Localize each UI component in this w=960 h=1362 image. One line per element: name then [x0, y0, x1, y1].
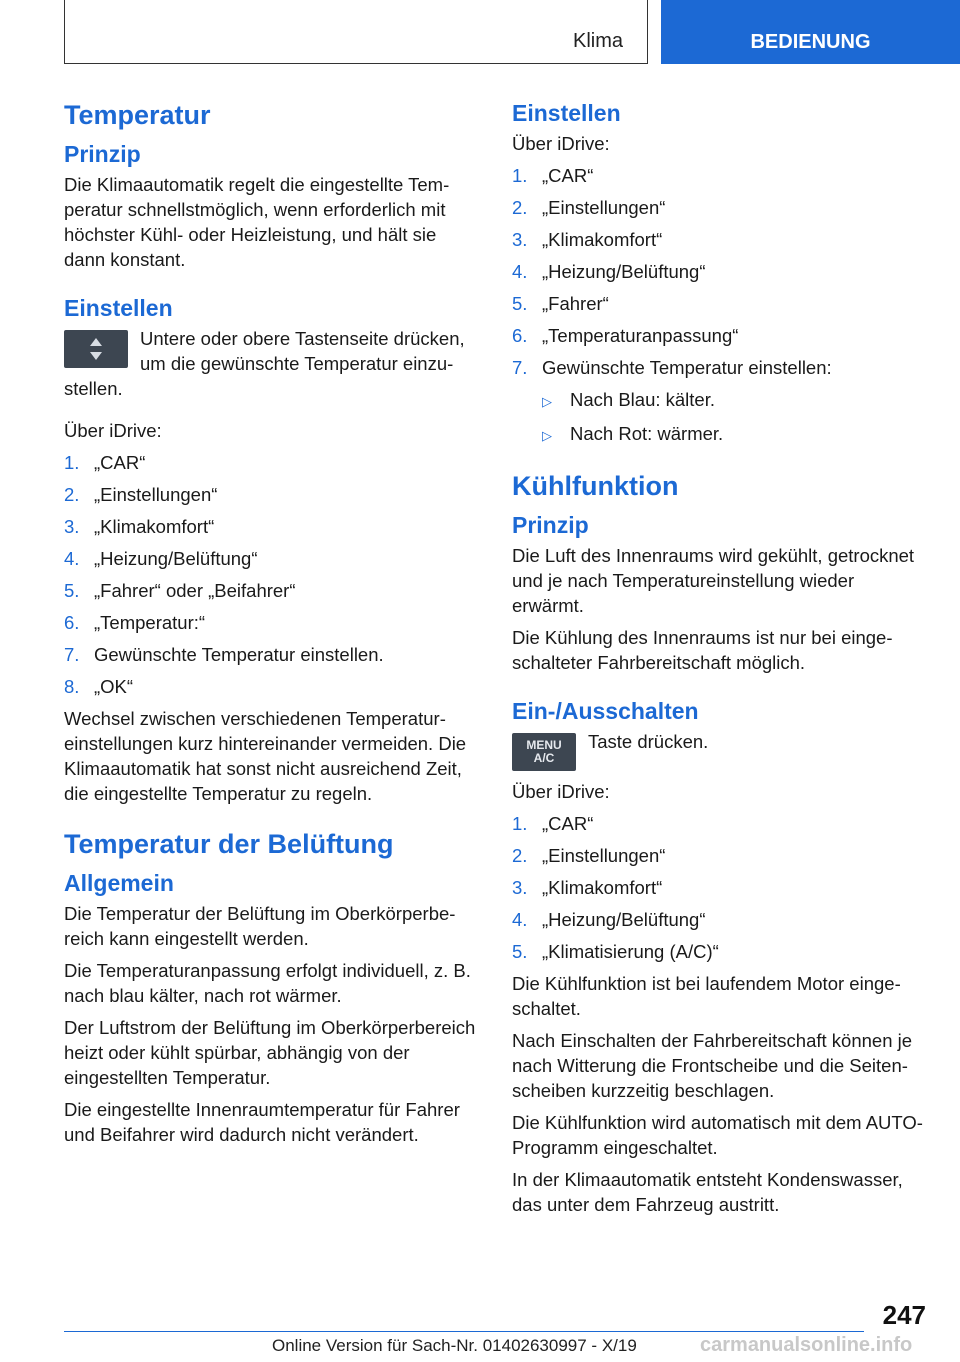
kuehl-text-c: Die Kühlfunktion wird automatisch mit dem AUTO-Programm eingeschaltet.: [512, 1112, 923, 1158]
menu-ac-key-row: [512, 729, 928, 773]
heading-kuehlfunktion: Kühlfunktion: [512, 471, 679, 501]
key-instruction-text: Untere oder obere Tastenseite drücken, um die gewünschte Temperatur einzustellen.: [64, 328, 465, 399]
allgemein-text-1: Die Temperatur der Belüftung im Oberkörperbereich kann eingestellt werden.: [64, 903, 456, 949]
list-item: 4. „Heizung/Belüftung“: [64, 548, 258, 569]
heading-ein-ausschalten: Ein-/Ausschalten: [512, 698, 699, 724]
idrive-label-right-2: Über iDrive:: [512, 781, 610, 802]
header-box: [64, 0, 648, 64]
sub-list-item: ▷ Nach Rot: wärmer.: [542, 421, 928, 448]
arrow-down-icon: [90, 352, 102, 360]
list-item: 5. „Fahrer“: [512, 293, 609, 314]
list-item: 7. Gewünschte Temperatur einstellen.: [64, 644, 384, 665]
allgemein-text-2: Die Temperaturanpassung erfolgt individuell, z. B. nach blau kälter, nach rot wärmer.: [64, 960, 471, 1006]
kuehl-prinzip-text-2: Die Kühlung des Innenraums ist nur bei eingeschalteter Fahrbereitschaft möglich.: [512, 627, 893, 673]
allgemein-text-3: Der Luftstrom der Belüftung im Oberkörperbereich heizt oder kühlt spürbar, abhängig von der eingestellten Temperatur.: [64, 1017, 476, 1088]
left-column: [64, 100, 480, 1154]
kuehl-text-b: Nach Einschalten der Fahrbereitschaft können je nach Witterung die Frontscheibe und die Seitenscheiben kurzzeitig beschlagen.: [512, 1030, 913, 1101]
heading-temperatur-belueftung: Temperatur der Belüftung: [64, 829, 394, 859]
heading-prinzip-right: Prinzip: [512, 512, 589, 538]
sub-list: [542, 387, 928, 448]
list-item: 2. „Einstellungen“: [512, 197, 666, 218]
list-item: 3. „Klimakomfort“: [64, 516, 215, 537]
list-item: 4. „Heizung/Belüftung“: [512, 909, 706, 930]
right-column: [512, 100, 928, 1224]
menu-ac-key: MENU A/C: [512, 733, 576, 771]
steps-list-right-2: [512, 811, 928, 964]
triangle-bullet-icon: ▷: [542, 394, 552, 409]
sub-list-item: ▷ Nach Blau: kälter.: [542, 387, 928, 414]
footer-version-text: Online Version für Sach-Nr. 01402630997 - X/19: [272, 1336, 637, 1355]
list-item: 2. „Einstellungen“: [512, 845, 666, 866]
list-item: 1. „CAR“: [512, 813, 594, 834]
list-item: 6. „Temperaturanpassung“: [512, 325, 739, 346]
menu-key-instruction: Taste drücken.: [588, 731, 709, 752]
page-number: 247: [882, 1300, 926, 1330]
watermark: carmanualsonline.info: [700, 1334, 913, 1356]
prinzip-text: Die Klimaautomatik regelt die eingestellte Temperatur schnellstmöglich, wenn erforderlich mit höchster Kühl- oder Heizleistung, und hält sie dann konstant.: [64, 174, 450, 270]
idrive-label-right: Über iDrive:: [512, 133, 610, 154]
kuehl-text-a: Die Kühlfunktion ist bei laufendem Motor eingeschaltet.: [512, 973, 901, 1019]
wechsel-text: Wechsel zwischen verschiedenen Temperatureinstellungen kurz hintereinander vermeiden. Die Klimaautomatik hat sonst nicht ausreichend Zeit, die eingestellte Temperatur zu regeln.: [64, 708, 467, 804]
list-item: 7. Gewünschte Temperatur einstellen:: [512, 357, 832, 378]
list-item: 5. „Klimatisierung (A/C)“: [512, 941, 719, 962]
list-item: 1. „CAR“: [64, 452, 146, 473]
list-item: 5. „Fahrer“ oder „Beifahrer“: [64, 580, 296, 601]
steps-list: [64, 450, 480, 699]
triangle-bullet-icon: ▷: [542, 428, 552, 443]
arrow-up-icon: [90, 338, 102, 346]
kuehl-text-d: In der Klimaautomatik entsteht Kondenswasser, das unter dem Fahrzeug austritt.: [512, 1169, 903, 1215]
heading-einstellen: Einstellen: [64, 295, 173, 321]
heading-einstellen-right: Einstellen: [512, 100, 621, 126]
list-item: 3. „Klimakomfort“: [512, 229, 663, 250]
header-section-title: Klima: [572, 30, 623, 52]
list-item: 1. „CAR“: [512, 165, 594, 186]
idrive-label: Über iDrive:: [64, 420, 162, 441]
heading-prinzip: Prinzip: [64, 141, 141, 167]
header-chapter-tab: BEDIENUNG: [661, 0, 960, 64]
list-item: 2. „Einstellungen“: [64, 484, 218, 505]
footer-divider: [64, 1331, 864, 1332]
heading-allgemein: Allgemein: [64, 870, 174, 896]
list-item: 3. „Klimakomfort“: [512, 877, 663, 898]
list-item: 6. „Temperatur:“: [64, 612, 206, 633]
allgemein-text-4: Die eingestellte Innenraumtemperatur für Fahrer und Beifahrer wird dadurch nicht verändert.: [64, 1099, 460, 1145]
steps-list-right: [512, 163, 928, 380]
kuehl-prinzip-text-1: Die Luft des Innenraums wird gekühlt, getrocknet und je nach Temperatureinstellung wieder erwärmt.: [512, 545, 915, 616]
list-item: 8. „OK“: [64, 676, 134, 697]
list-item: 4. „Heizung/Belüftung“: [512, 261, 706, 282]
temperature-rocker-key: [64, 330, 128, 368]
temperature-key-row: [64, 326, 480, 408]
heading-temperatur: Temperatur: [64, 100, 211, 130]
